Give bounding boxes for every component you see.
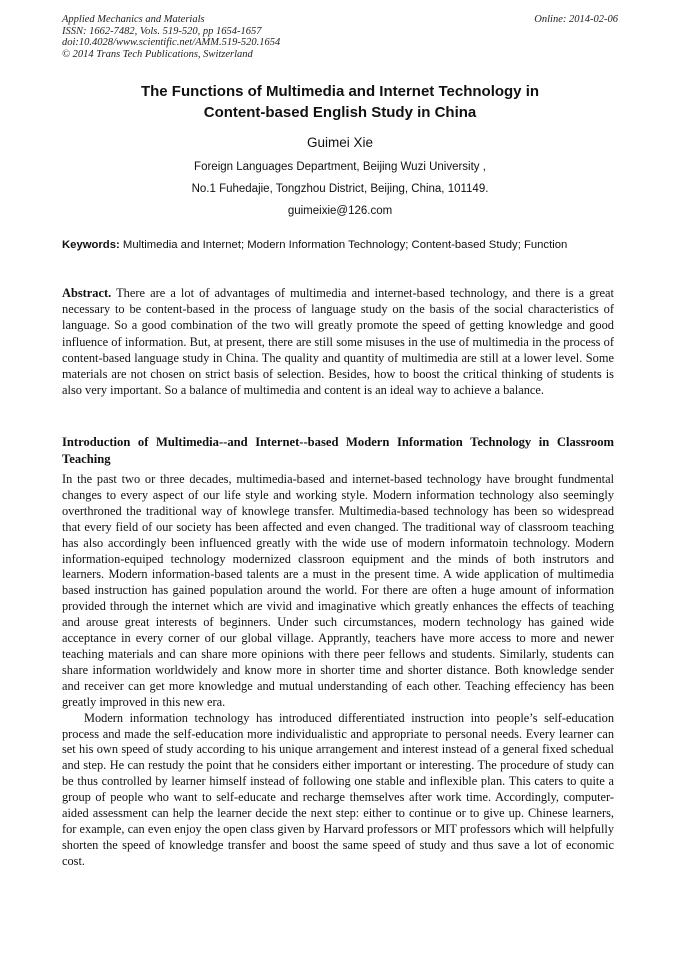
abstract-block xyxy=(62,285,614,398)
author-name: Guimei Xie xyxy=(306,135,374,150)
body-paragraph-1: In the past two or three decades, multimedia-based and internet-based technology have brought fundmental changes to every aspect of our life style and working style. Modern information technology also seemingly overthroned the traditional way of knowlege transfer. Multimedia-based technology has been so widespread that every field of our society has been affected and even changed. The traditional way of classroom teaching has also accordingly been influenced greatly with the wide use of modern informatoin technology. Modern information-equiped technology modernized classroon equipment and the minds of both instrutors and learners. Modern information-based talents are a must in the present time. A wide application of multimedia based instruction has gained population around the world. For there are often a huge amount of information provided through the internet which are vivid and imaginative which greatly enhances the effects of teaching and arouse great interests of beginners. Under such circumstances, modern technology has gained wide acceptance in every corner of our global village. Apprantly, teachers have more access to more and newer teaching materials and can share more opinions with there peer fellows and students. Similarly, students can share information worldwidely and know more in shorter time and shorter distance. Both knowledge sender and receiver can get more knowledge and mutual understanding of each other. Teaching effeciency has been greatly improved in this new era. xyxy=(62,472,614,709)
keywords-label: Keywords: xyxy=(62,239,120,251)
title-line-1: The Functions of Multimedia and Internet Technology in xyxy=(140,83,540,100)
doi-line: doi:10.4028/www.scientific.net/AMM.519-520.1654 xyxy=(62,37,281,48)
section-body xyxy=(62,472,614,870)
section-heading: Introduction of Multimedia--and Internet--based Modern Information Technology in Classroom Teaching xyxy=(62,435,614,466)
journal-name: Applied Mechanics and Materials xyxy=(62,14,205,25)
author-email: guimeixie@126.com xyxy=(287,205,393,217)
abstract-label: Abstract. xyxy=(62,286,112,300)
affiliation-line-2: No.1 Fuhedajie, Tongzhou District, Beijing, China, 101149. xyxy=(191,183,489,195)
copyright-line: © 2014 Trans Tech Publications, Switzerland xyxy=(62,48,253,60)
body-paragraph-2: Modern information technology has introduced differentiated instruction into people’s self-education process and made the self-education more individualistic and appropriate to personal needs. Every learner can set his own speed of study according to his unique arrangement and interest instead of a general fixed schedual and step. He can restudy the point that he considers either important or interesting. The procedure of study can be thus controlled by learner himself instead of following one stable and inflexible plan. This caters to quite a group of people who want to self-educate and recharge themselves after work time. Accordingly, computer-aided assessment can help the learner decide the next step: either to continue or to give up. Chinese learners, for example, can even enjoy the open class given by Harvard professors or MIT professors which will helpfully shorten the speed of knowledge transfer and boost the same speed of study and thus save a lot of economic cost. xyxy=(62,710,614,868)
online-date: Online: 2014-02-06 xyxy=(534,14,618,25)
journal-header xyxy=(62,14,618,60)
abstract-text: There are a lot of advantages of multimedia and internet-based technology, and there is a great necessary to be content-based in the process of language study on the basis of the social characteristics of language. So a good combination of the two will greatly promote the speed of getting knowledge and good influence of information. But, at present, there are still some misuses in the use of multimedia in the process of content-based language study in China. The quality and quantity of multimedia are still at a lower level. Some materials are not chosen on strict basis of selection. Besides, how to boost the critical thinking of students is also very important. So a balance of multimedia and content is an ideal way to achieve a balance. xyxy=(62,286,614,398)
affiliation-line-1: Foreign Languages Department, Beijing Wuzi University , xyxy=(194,161,486,173)
issn-line: ISSN: 1662-7482, Vols. 519-520, pp 1654-1657 xyxy=(62,25,262,37)
keywords-text: Multimedia and Internet; Modern Information Technology; Content-based Study; Function xyxy=(122,239,568,251)
title-line-2: Content-based English Study in China xyxy=(203,104,477,121)
keywords-block xyxy=(62,237,614,253)
paper-title xyxy=(62,81,618,123)
